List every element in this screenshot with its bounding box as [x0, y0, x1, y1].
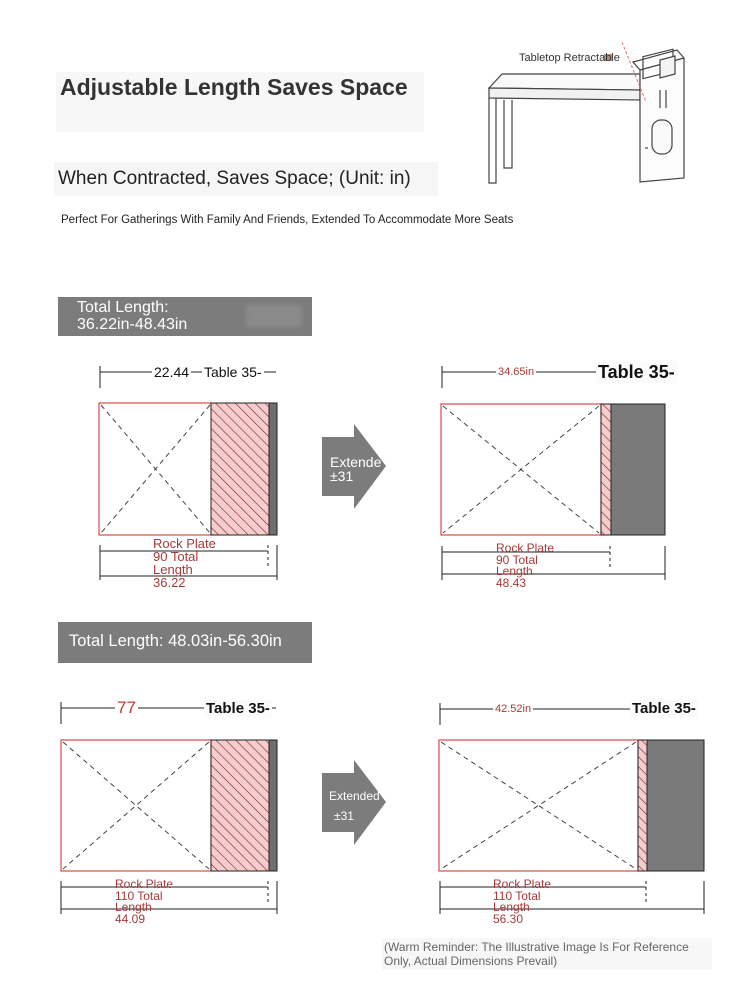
- s2-left-top-dim: 77: [117, 698, 136, 717]
- s1-right-rock-label: [496, 543, 554, 589]
- s1-right-table-label: Table 35-: [598, 362, 675, 382]
- s1-arrow-line2: ±31: [330, 468, 354, 484]
- s1-left-top-dim: 22.44: [154, 364, 190, 380]
- desk-label: Tabletop Retractable: [519, 52, 620, 64]
- s1-left-rock-line1: Rock Plate: [153, 536, 216, 551]
- s2-right-rock-line3: Length: [493, 900, 530, 914]
- section1-banner-line1: Total Length:: [77, 299, 169, 316]
- desk-illustration: [489, 49, 684, 183]
- s2-arrow-line1: Extended: [329, 789, 380, 803]
- banner-blur-patch: [246, 305, 302, 327]
- page-description: Perfect For Gatherings With Family And Friends, Extended To Accommodate More Seats: [61, 214, 514, 226]
- page-subtitle: When Contracted, Saves Space; (Unit: in): [54, 162, 438, 196]
- section1-banner: [58, 297, 312, 336]
- section2-banner: Total Length: 48.03in-56.30in: [58, 622, 312, 663]
- s1-left-rock-line4: 36.22: [153, 575, 186, 590]
- s1-right-top-dim: 34.65in: [498, 366, 535, 378]
- s1-right-rock-line4: 48.43: [496, 575, 527, 590]
- s2-right-rock-label: [493, 879, 551, 925]
- s2-right-rock-line1: Rock Plate: [493, 877, 552, 891]
- s1-right-rock-line3: Length: [496, 564, 533, 578]
- s1-arrow-label: [330, 455, 381, 483]
- s2-left-rock-line4: 44.09: [115, 911, 146, 926]
- s1-left-rock-line2: 90 Total: [153, 549, 199, 564]
- s1-right-rock-line1: Rock Plate: [496, 541, 555, 555]
- s2-right-top-dim: 42.52in: [495, 703, 532, 715]
- s1-right-rock-line2: 90 Total: [496, 552, 538, 567]
- warm-reminder-note: (Warm Reminder: The Illustrative Image Is For Reference Only, Actual Dimensions Prevail): [382, 938, 712, 970]
- s2-arrow-label: [329, 789, 380, 823]
- s2-left-rock-line1: Rock Plate: [115, 877, 174, 891]
- s2-right-table-label: Table 35-: [632, 700, 696, 717]
- s2-left-table-label: Table 35-: [206, 700, 270, 717]
- s2-arrow-line2: ±31: [334, 809, 354, 823]
- s2-right-table: [439, 703, 704, 914]
- s2-right-rock-line2: 110 Total: [493, 888, 541, 903]
- section1-banner-line2: 36.22in-48.43in: [77, 316, 188, 333]
- s2-left-rock-line3: Length: [115, 900, 152, 914]
- s1-arrow-line1: Extende: [330, 454, 382, 470]
- s1-left-table-label: Table 35-: [204, 364, 262, 380]
- s2-left-rock-line2: 110 Total: [115, 888, 163, 903]
- s1-left-rock-line3: Length: [153, 562, 193, 577]
- s2-right-rock-line4: 56.30: [493, 911, 524, 926]
- s2-left-rock-label: [115, 879, 173, 925]
- s1-left-rock-label: [153, 537, 216, 589]
- page-title: Adjustable Length Saves Space: [56, 72, 424, 132]
